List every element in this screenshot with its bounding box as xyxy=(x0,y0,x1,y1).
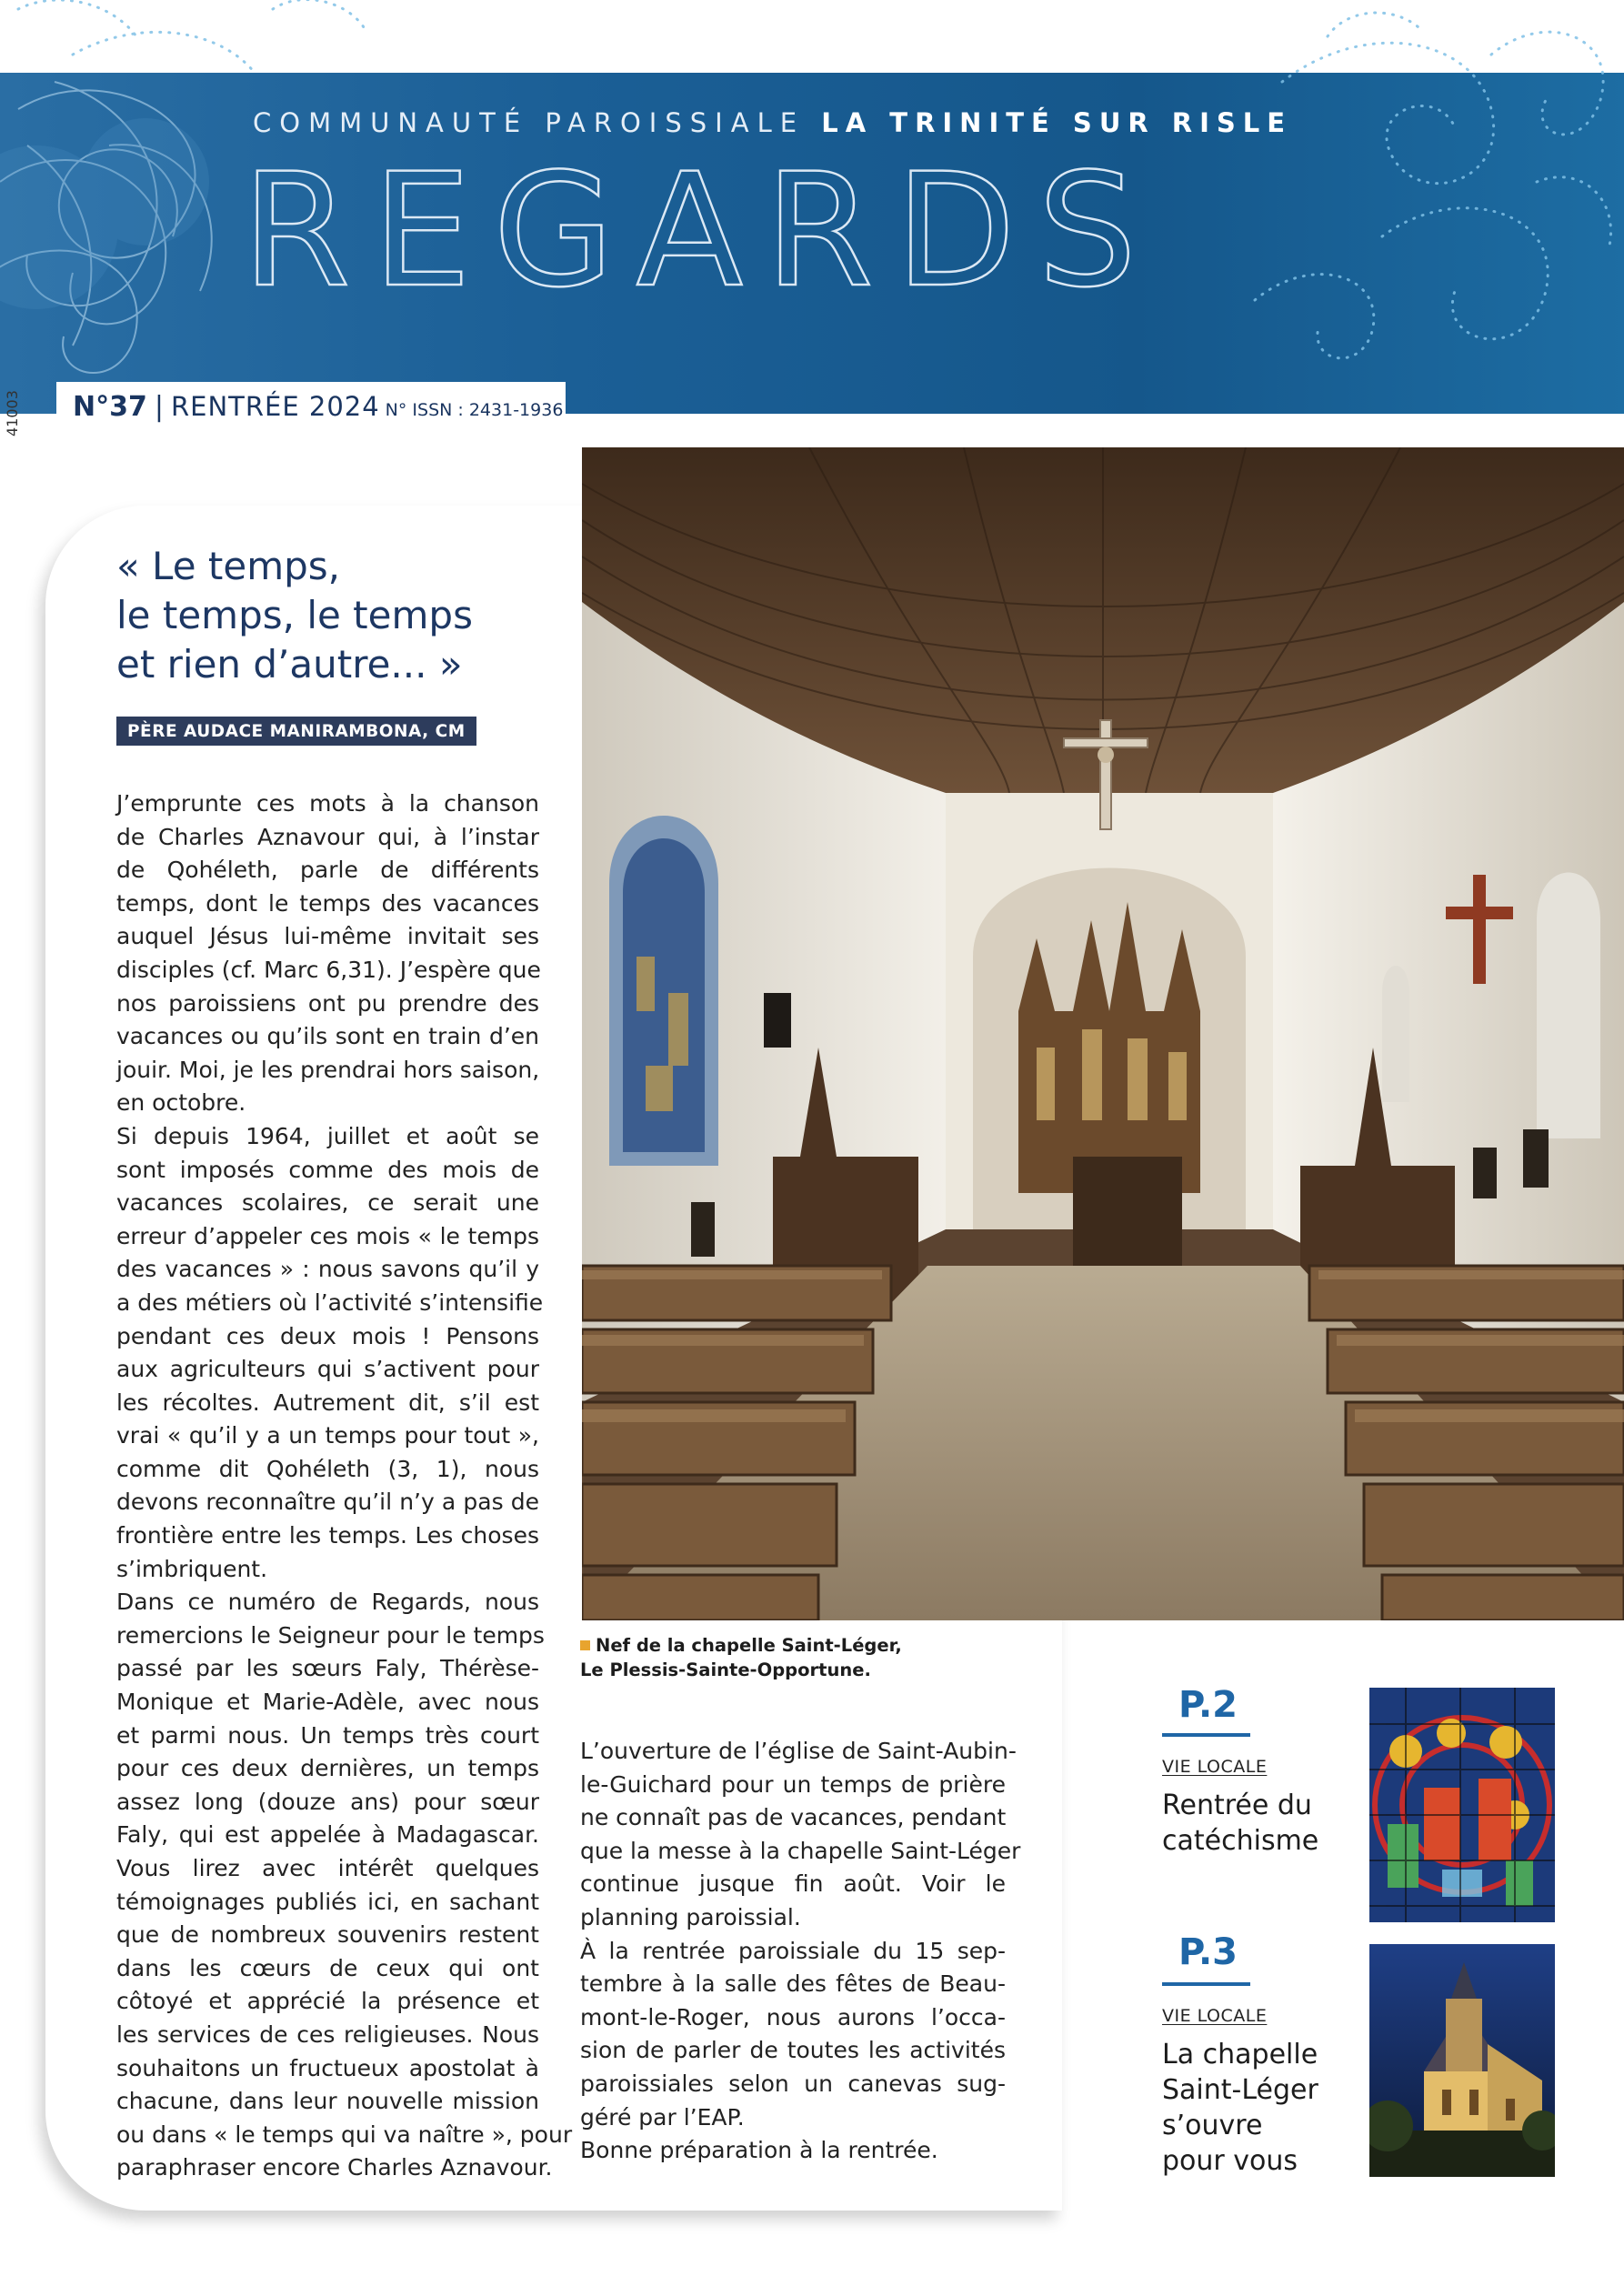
text-line: pour ces deux dernières, un temps xyxy=(116,1755,539,1782)
teaser-rule xyxy=(1162,1982,1250,1986)
text-line: erreur d’appeler ces mois « le temps xyxy=(116,1222,539,1249)
teaser-kicker: VIE LOCALE xyxy=(1162,2006,1268,2026)
community-prefix: COMMUNAUTÉ PAROISSIALE xyxy=(253,107,806,138)
text-line: de Charles Aznavour qui, à l’instar xyxy=(116,823,539,850)
headline-line: le temps, le temps xyxy=(116,593,473,637)
community-name xyxy=(253,107,1292,138)
text-line: pendant ces deux mois ! Pensons xyxy=(116,1322,539,1349)
teaser-page-number[interactable]: P.2 xyxy=(1178,1684,1238,1726)
text-line: Bonne préparation à la rentrée. xyxy=(580,2137,938,2164)
text-line: paroissiales selon un canevas sug- xyxy=(580,2070,1006,2097)
text-line: passé par les sœurs Faly, Thérèse- xyxy=(116,1655,539,1682)
text-line: les récoltes. Autrement dit, s’il est xyxy=(116,1389,539,1416)
caption-text: Nef de la chapelle Saint-Léger, xyxy=(596,1635,902,1656)
text-line: auquel Jésus lui-même invitait ses xyxy=(116,923,539,950)
text-line: sont imposés comme des mois de xyxy=(116,1156,539,1183)
teaser-title-line: Rentrée du xyxy=(1162,1790,1312,1821)
text-line: ou dans « le temps qui va naître », pour xyxy=(116,2121,573,2148)
text-line: À la rentrée paroissiale du 15 sep- xyxy=(580,1937,1006,1964)
text-line: ne connaît pas de vacances, pendant xyxy=(580,1804,1007,1831)
paragraph xyxy=(580,2134,1006,2168)
text-line: que de nombreux souvenirs restent xyxy=(116,1921,539,1949)
text-line: chacune, dans leur nouvelle mission xyxy=(116,2088,539,2115)
text-line: vacances ou qu’ils sont en train d’en xyxy=(116,1023,539,1050)
text-line: et parmi nous. Un temps très court xyxy=(116,1721,539,1749)
text-line: en octobre. xyxy=(116,1089,246,1117)
stained-glass-thumbnail[interactable] xyxy=(1369,1688,1555,1922)
text-line: assez long (douze ans) pour sœur xyxy=(116,1788,539,1815)
text-line: vrai « qu’il y a un temps pour tout », xyxy=(116,1422,539,1449)
text-line: aux agriculteurs qui s’activent pour xyxy=(116,1356,539,1383)
caption-line-2: Le Plessis-Sainte-Opportune. xyxy=(580,1659,871,1680)
teaser-kicker: VIE LOCALE xyxy=(1162,1757,1268,1777)
text-line: Faly, qui est appelée à Madagascar. xyxy=(116,1821,539,1849)
photo-caption xyxy=(580,1633,902,1682)
chapel-nave-photo xyxy=(582,447,1624,1620)
teaser-title-line: pour vous xyxy=(1162,2145,1298,2177)
text-line: J’emprunte ces mots à la chanson xyxy=(116,790,539,817)
text-line: L’ouverture de l’église de Saint-Aubin- xyxy=(580,1738,1017,1764)
community-parish-name: LA TRINITÉ SUR RISLE xyxy=(821,107,1293,138)
teaser-title[interactable] xyxy=(1162,1788,1318,1859)
author-badge: PÈRE AUDACE MANIRAMBONA, CM xyxy=(116,717,476,746)
text-line: mont-le-Roger, nous aurons l’occa- xyxy=(580,2003,1006,2030)
text-line: Dans ce numéro de Regards, nous xyxy=(116,1589,539,1616)
text-line: planning paroissial. xyxy=(580,1903,801,1930)
editorial-headline xyxy=(116,542,473,689)
text-line: a des métiers où l’activité s’intensifie xyxy=(116,1288,544,1316)
text-line: témoignages publiés ici, en sachant xyxy=(116,1888,539,1915)
editorial-body-right xyxy=(580,1735,1021,2168)
text-line: côtoyé et apprécié la présence et xyxy=(116,1988,539,2015)
paragraph xyxy=(580,1735,1021,1935)
paragraph xyxy=(116,1120,544,1586)
teaser-title-line: catéchisme xyxy=(1162,1825,1319,1857)
teaser-title-line: s’ouvre xyxy=(1162,2110,1263,2141)
text-line: Si depuis 1964, juillet et août se xyxy=(116,1122,539,1149)
text-line: de Qohéleth, parle de différents xyxy=(116,857,539,884)
issue-info xyxy=(73,391,563,423)
teaser-page-number[interactable]: P.3 xyxy=(1178,1931,1238,1973)
text-line: Monique et Marie-Adèle, avec nous xyxy=(116,1689,539,1716)
paragraph xyxy=(116,1586,573,2185)
teaser-title-line: La chapelle xyxy=(1162,2039,1318,2070)
text-line: le-Guichard pour un temps de prière xyxy=(580,1770,1006,1798)
caption-marker-icon xyxy=(580,1640,590,1650)
headline-line: et rien d’autre... » xyxy=(116,642,463,687)
magazine-title: REGARDS xyxy=(242,139,1159,322)
text-line: devons reconnaître qu’il n’y a pas de xyxy=(116,1489,539,1516)
text-line: tembre à la salle des fêtes de Beau- xyxy=(580,1970,1006,1998)
teaser-rule xyxy=(1162,1733,1250,1737)
headline-line: « Le temps, xyxy=(116,544,341,588)
paragraph xyxy=(116,787,539,1120)
text-line: jouir. Moi, je les prendrai hors saison, xyxy=(116,1056,540,1083)
text-line: temps, dont le temps des vacances xyxy=(116,889,539,917)
caption-line-1 xyxy=(580,1633,902,1658)
text-line: remercions le Seigneur pour le temps xyxy=(116,1621,545,1649)
text-line: sion de parler de toutes les activités xyxy=(580,2037,1006,2064)
editorial-body-left xyxy=(116,787,573,2185)
teaser-title-line: Saint-Léger xyxy=(1162,2074,1318,2106)
text-line: comme dit Qohéleth (3, 1), nous xyxy=(116,1455,539,1482)
text-line: nos paroissiens ont pu prendre des xyxy=(116,989,539,1017)
issue-separator: | xyxy=(154,391,164,423)
text-line: géré par l’EAP. xyxy=(580,2103,745,2131)
text-line: que la messe à la chapelle Saint-Léger xyxy=(580,1837,1021,1864)
chapel-night-thumbnail[interactable] xyxy=(1369,1944,1555,2177)
issue-number: N°37 xyxy=(73,391,147,423)
text-line: continue jusque fin août. Voir le xyxy=(580,1870,1006,1898)
issue-season: RENTRÉE 2024 xyxy=(170,391,380,422)
issn-number: N° ISSN : 2431-1936 xyxy=(385,400,564,420)
text-line: disciples (cf. Marc 6,31). J’espère que xyxy=(116,956,541,983)
text-line: s’imbriquent. xyxy=(116,1555,268,1582)
text-line: vacances scolaires, ce serait une xyxy=(116,1189,539,1217)
side-code: 41003 xyxy=(4,390,21,436)
text-line: frontière entre les temps. Les choses xyxy=(116,1522,539,1549)
text-line: dans les cœurs de ceux qui ont xyxy=(116,1954,539,1981)
text-line: Vous lirez avec intérêt quelques xyxy=(116,1855,539,1881)
text-line: souhaitons un fructueux apostolat à xyxy=(116,2054,539,2081)
text-line: paraphraser encore Charles Aznavour. xyxy=(116,2154,553,2181)
text-line: des vacances » : nous savons qu’il y xyxy=(116,1256,539,1283)
text-line: les services de ces religieuses. Nous xyxy=(116,2020,539,2048)
teaser-title[interactable] xyxy=(1162,2037,1318,2179)
paragraph xyxy=(580,1935,1006,2135)
